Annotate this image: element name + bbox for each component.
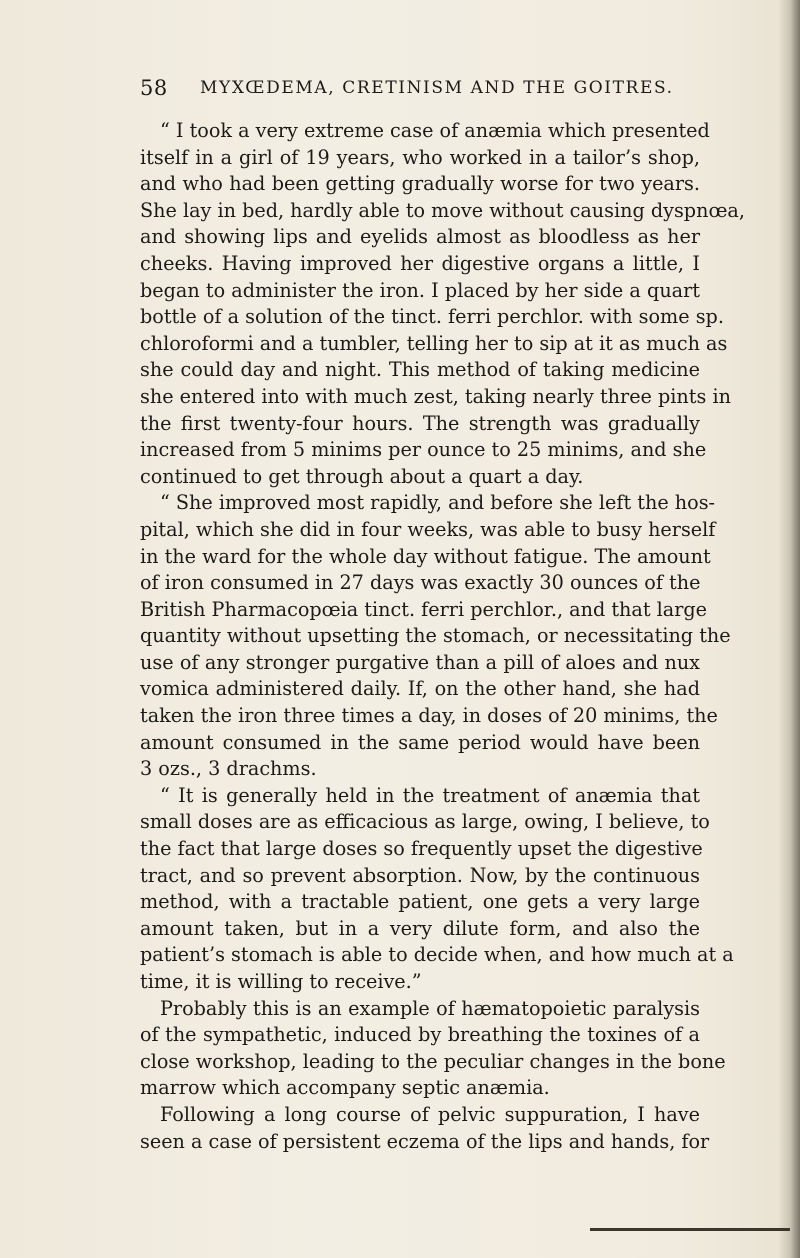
page-header xyxy=(140,76,700,106)
text-line: of the sympathetic, induced by breathing the toxines of a xyxy=(140,1023,700,1047)
text-line: patient’s stomach is able to decide when, and how much at a xyxy=(140,943,734,967)
text-line: she entered into with much zest, taking nearly three pints in xyxy=(140,384,731,408)
text-line: close workshop, leading to the peculiar changes in the bone xyxy=(140,1049,726,1073)
text-line: “ It is generally held in the treatment of anæmia that xyxy=(160,783,700,807)
text-line: amount taken, but in a very dilute form, and also the xyxy=(140,916,700,940)
bottom-edge-rule xyxy=(590,1228,790,1231)
text-line: British Pharmacopœia tinct. ferri perchlor., and that large xyxy=(140,597,708,621)
text-line: and who had been getting gradually worse for two years. xyxy=(140,172,700,196)
text-line: and showing lips and eyelids almost as bloodless as her xyxy=(140,225,700,249)
text-line: began to administer the iron. I placed by her side a quart xyxy=(140,278,700,302)
text-line: quantity without upsetting the stomach, or necessitating the xyxy=(140,624,731,648)
text-line: small doses are as efficacious as large, owing, I believe, to xyxy=(140,810,710,834)
page-edge-shadow xyxy=(778,0,800,1258)
running-head: MYXŒDEMA, CRETINISM AND THE GOITRES. xyxy=(200,78,674,98)
page-number: 58 xyxy=(140,76,168,100)
text-line: method, with a tractable patient, one gets a very large xyxy=(140,890,700,914)
text-line: itself in a girl of 19 years, who worked in a tailor’s shop, xyxy=(140,145,700,169)
text-line: “ I took a very extreme case of anæmia which presented xyxy=(160,119,710,142)
text-line: in the ward for the whole day without fatigue. The amount xyxy=(140,544,711,568)
text-line: the first twenty-four hours. The strength was gradually xyxy=(140,411,700,435)
text-line: bottle of a solution of the tinct. ferri perchlor. with some sp. xyxy=(140,305,724,329)
text-line: the fact that large doses so frequently upset the digestive xyxy=(140,837,703,861)
text-line: 3 ozs., 3 drachms. xyxy=(140,757,317,781)
text-line: tract, and so prevent absorption. Now, by the continuous xyxy=(140,863,700,887)
text-line: She lay in bed, hardly able to move without causing dyspnœa, xyxy=(140,198,745,222)
body-text xyxy=(140,118,745,1155)
text-line: cheeks. Having improved her digestive organs a little, I xyxy=(140,251,700,275)
text-line: increased from 5 minims per ounce to 25 minims, and she xyxy=(140,438,707,462)
text-line: Probably this is an example of hæmatopoietic paralysis xyxy=(160,996,700,1020)
text-line: vomica administered daily. If, on the other hand, she had xyxy=(140,677,700,701)
text-line: seen a case of persistent eczema of the lips and hands, for xyxy=(140,1129,710,1153)
text-line: time, it is willing to receive.” xyxy=(140,970,422,993)
text-line: chloroformi and a tumbler, telling her to sip at it as much as xyxy=(140,331,728,355)
text-line: continued to get through about a quart a day. xyxy=(140,464,584,488)
text-line: use of any stronger purgative than a pill of aloes and nux xyxy=(140,650,700,674)
text-line: of iron consumed in 27 days was exactly 30 ounces of the xyxy=(140,571,701,595)
text-line: she could day and night. This method of taking medicine xyxy=(140,358,700,382)
text-line: amount consumed in the same period would have been xyxy=(140,730,700,754)
text-line: marrow which accompany septic anæmia. xyxy=(140,1076,550,1100)
text-line: “ She improved most rapidly, and before she left the hos- xyxy=(160,491,716,515)
text-line: taken the iron three times a day, in doses of 20 minims, the xyxy=(140,704,718,728)
text-line: Following a long course of pelvic suppuration, I have xyxy=(160,1102,700,1126)
text-line: pital, which she did in four weeks, was able to busy herself xyxy=(140,517,716,541)
